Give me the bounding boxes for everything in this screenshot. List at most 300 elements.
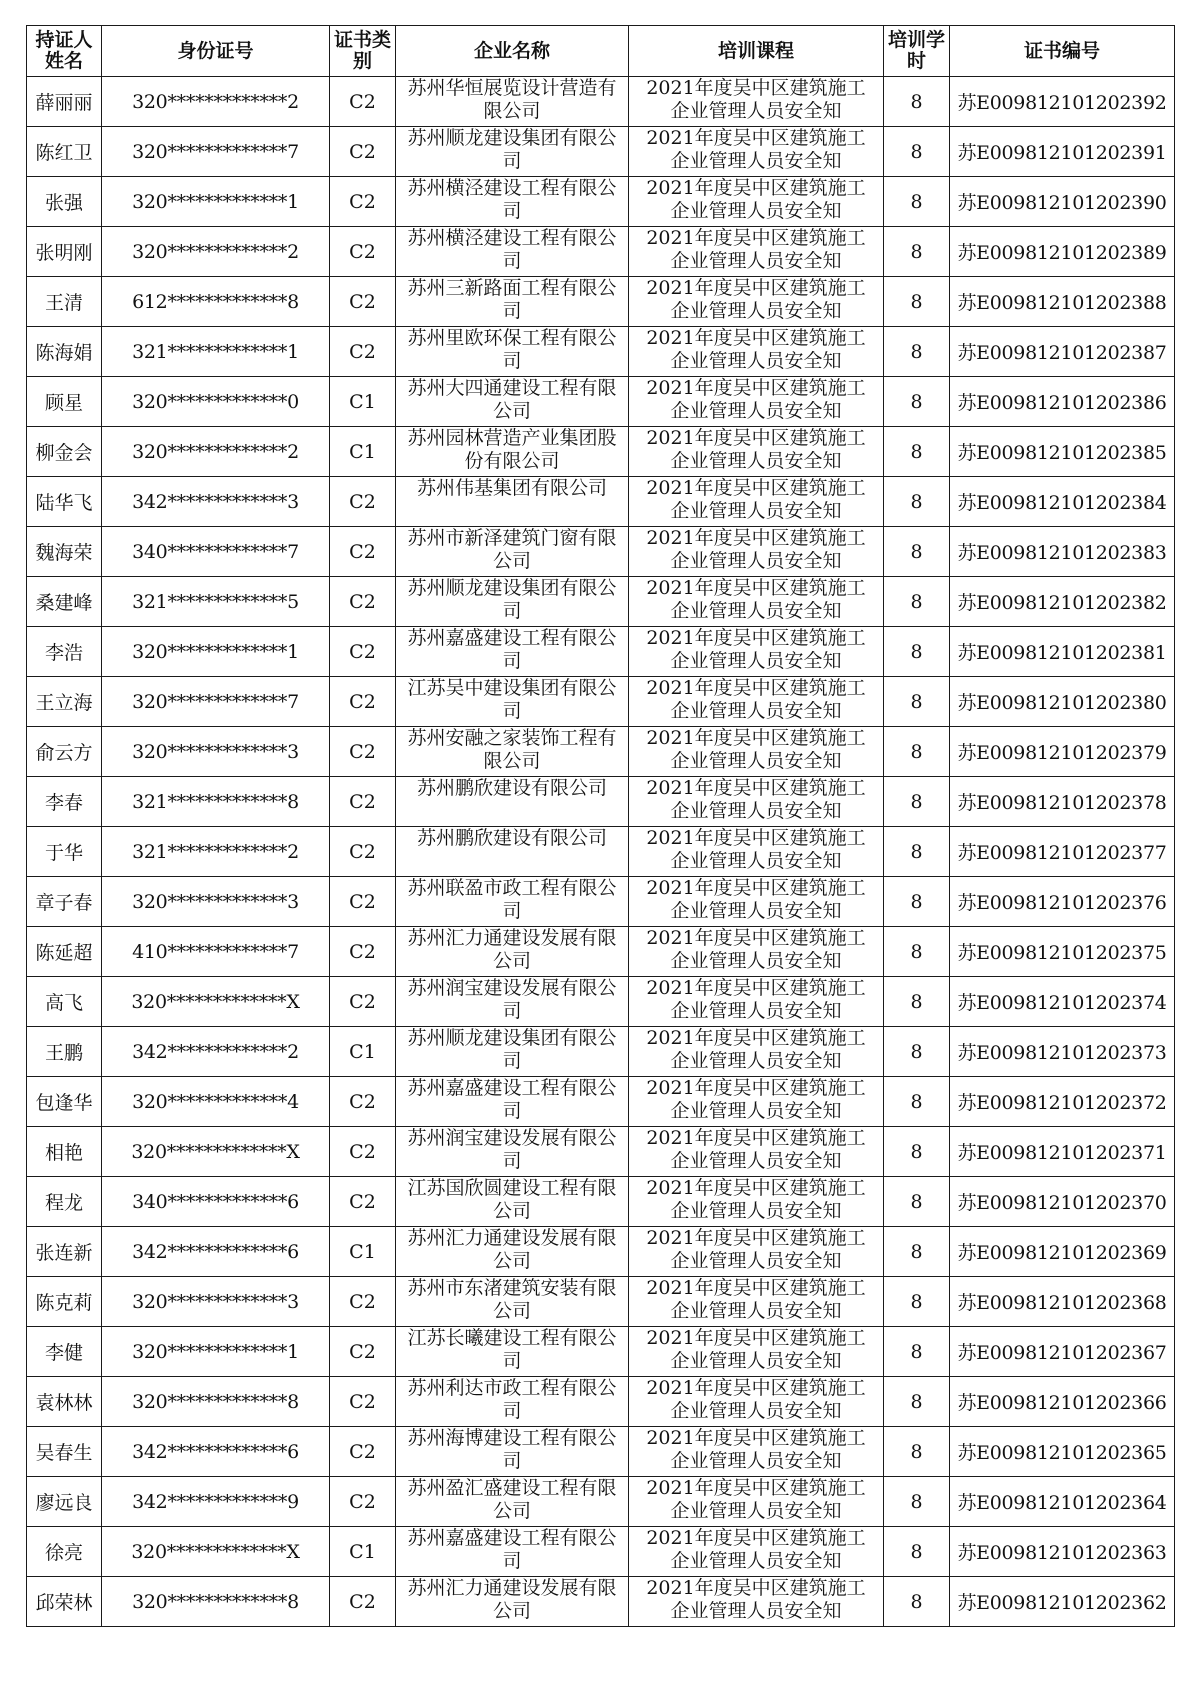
training-course-text: 2021年度吴中区建筑施工企业管理人员安全知	[646, 377, 866, 422]
company-name-cell	[396, 527, 629, 577]
training-hours-cell	[884, 1527, 950, 1577]
company-name-text: 苏州横泾建设工程有限公司	[407, 227, 617, 272]
id-number-text: 320*************2	[132, 240, 299, 263]
id-number-text: 321*************1	[132, 340, 299, 363]
table-row	[27, 827, 1175, 877]
training-hours-text: 8	[910, 190, 923, 213]
cert-type-cell	[330, 427, 396, 477]
id-number-text: 320*************2	[132, 440, 299, 463]
cert-number-cell	[950, 1027, 1175, 1077]
id-number-cell	[102, 327, 330, 377]
cert-number-text: 苏E009812101202376	[957, 892, 1167, 914]
cert-type-cell	[330, 977, 396, 1027]
cert-number-cell	[950, 377, 1175, 427]
id-number-cell	[102, 1327, 330, 1377]
header-cert-type: 证书类别	[330, 26, 396, 77]
cert-type-cell	[330, 927, 396, 977]
cert-type-text: C2	[349, 90, 376, 113]
table-row	[27, 1077, 1175, 1127]
holder-name-text: 陈克莉	[35, 1292, 93, 1314]
company-name-text: 苏州安融之家装饰工程有限公司	[407, 727, 617, 772]
training-course-text: 2021年度吴中区建筑施工企业管理人员安全知	[646, 77, 866, 122]
cert-number-text: 苏E009812101202375	[957, 942, 1167, 964]
cert-type-text: C2	[349, 240, 376, 263]
cert-type-cell	[330, 477, 396, 527]
id-number-text: 320*************3	[132, 1290, 299, 1313]
id-number-cell	[102, 827, 330, 877]
training-course-cell	[629, 827, 884, 877]
holder-name-cell	[27, 627, 102, 677]
company-name-text: 苏州鹏欣建设有限公司	[416, 827, 607, 849]
id-number-cell	[102, 1077, 330, 1127]
training-hours-cell	[884, 1477, 950, 1527]
training-course-cell	[629, 1477, 884, 1527]
holder-name-cell	[27, 1277, 102, 1327]
cert-number-text: 苏E009812101202368	[957, 1292, 1167, 1314]
cert-type-cell	[330, 177, 396, 227]
holder-name-text: 薛丽丽	[35, 92, 93, 114]
company-name-cell	[396, 1177, 629, 1227]
holder-name-text: 陆华飞	[35, 492, 93, 514]
company-name-text: 苏州利达市政工程有限公司	[407, 1377, 617, 1422]
cert-type-text: C2	[349, 840, 376, 863]
cert-type-cell	[330, 1027, 396, 1077]
training-hours-text: 8	[910, 440, 923, 463]
training-course-cell	[629, 977, 884, 1027]
cert-number-text: 苏E009812101202378	[957, 792, 1167, 814]
holder-name-text: 魏海荣	[35, 542, 93, 564]
training-course-text: 2021年度吴中区建筑施工企业管理人员安全知	[646, 1427, 866, 1472]
id-number-cell	[102, 1227, 330, 1277]
cert-number-text: 苏E009812101202362	[957, 1592, 1167, 1614]
holder-name-cell	[27, 877, 102, 927]
id-number-text: 320*************X	[131, 1540, 300, 1563]
training-hours-cell	[884, 227, 950, 277]
table-row	[27, 377, 1175, 427]
id-number-cell	[102, 1377, 330, 1427]
training-course-text: 2021年度吴中区建筑施工企业管理人员安全知	[646, 577, 866, 622]
training-course-cell	[629, 1527, 884, 1577]
header-cert-number: 证书编号	[950, 26, 1175, 77]
training-hours-cell	[884, 1027, 950, 1077]
company-name-cell	[396, 277, 629, 327]
cert-type-cell	[330, 527, 396, 577]
table-row	[27, 977, 1175, 1027]
cert-type-cell	[330, 627, 396, 677]
header-training-course: 培训课程	[629, 26, 884, 77]
id-number-text: 342*************2	[132, 1040, 299, 1063]
company-name-cell	[396, 1577, 629, 1627]
table-row	[27, 627, 1175, 677]
cert-number-text: 苏E009812101202390	[957, 192, 1167, 214]
training-hours-cell	[884, 977, 950, 1027]
training-course-cell	[629, 1227, 884, 1277]
holder-name-cell	[27, 1527, 102, 1577]
id-number-cell	[102, 1427, 330, 1477]
company-name-cell	[396, 827, 629, 877]
company-name-cell	[396, 1027, 629, 1077]
id-number-cell	[102, 477, 330, 527]
training-course-cell	[629, 677, 884, 727]
training-course-cell	[629, 77, 884, 127]
id-number-text: 342*************3	[132, 490, 299, 513]
training-course-cell	[629, 527, 884, 577]
holder-name-text: 廖远良	[35, 1492, 93, 1514]
cert-type-text: C2	[349, 190, 376, 213]
training-hours-text: 8	[910, 990, 923, 1013]
holder-name-text: 章子春	[35, 892, 93, 914]
training-hours-text: 8	[910, 1390, 923, 1413]
cert-number-text: 苏E009812101202367	[957, 1342, 1167, 1364]
training-hours-text: 8	[910, 1240, 923, 1263]
cert-number-text: 苏E009812101202385	[957, 442, 1167, 464]
holder-name-text: 俞云方	[35, 742, 93, 764]
training-course-text: 2021年度吴中区建筑施工企业管理人员安全知	[646, 677, 866, 722]
holder-name-cell	[27, 127, 102, 177]
company-name-text: 江苏长曦建设工程有限公司	[407, 1327, 617, 1372]
table-row	[27, 1527, 1175, 1577]
company-name-text: 苏州汇力通建设发展有限公司	[407, 1227, 617, 1272]
training-hours-cell	[884, 327, 950, 377]
id-number-text: 320*************X	[131, 1140, 300, 1163]
training-hours-cell	[884, 477, 950, 527]
cert-type-cell	[330, 827, 396, 877]
holder-name-text: 于华	[44, 842, 83, 864]
cert-number-text: 苏E009812101202391	[957, 142, 1167, 164]
training-hours-cell	[884, 1177, 950, 1227]
training-course-text: 2021年度吴中区建筑施工企业管理人员安全知	[646, 477, 866, 522]
cert-type-text: C2	[349, 1190, 376, 1213]
training-hours-cell	[884, 1577, 950, 1627]
company-name-text: 江苏吴中建设集团有限公司	[407, 677, 617, 722]
id-number-text: 342*************9	[132, 1490, 299, 1513]
company-name-cell	[396, 477, 629, 527]
id-number-text: 320*************3	[132, 740, 299, 763]
id-number-cell	[102, 377, 330, 427]
company-name-cell	[396, 777, 629, 827]
holder-name-cell	[27, 1327, 102, 1377]
training-course-cell	[629, 1127, 884, 1177]
id-number-text: 320*************3	[132, 890, 299, 913]
id-number-cell	[102, 727, 330, 777]
holder-name-cell	[27, 327, 102, 377]
training-course-text: 2021年度吴中区建筑施工企业管理人员安全知	[646, 177, 866, 222]
training-course-text: 2021年度吴中区建筑施工企业管理人员安全知	[646, 527, 866, 572]
training-course-cell	[629, 727, 884, 777]
cert-number-text: 苏E009812101202366	[957, 1392, 1167, 1414]
cert-type-text: C2	[349, 140, 376, 163]
training-hours-cell	[884, 777, 950, 827]
training-course-text: 2021年度吴中区建筑施工企业管理人员安全知	[646, 1277, 866, 1322]
cert-type-text: C1	[349, 390, 376, 413]
cert-number-cell	[950, 527, 1175, 577]
training-hours-cell	[884, 177, 950, 227]
cert-number-cell	[950, 677, 1175, 727]
training-hours-text: 8	[910, 590, 923, 613]
cert-type-text: C2	[349, 590, 376, 613]
company-name-text: 苏州嘉盛建设工程有限公司	[407, 627, 617, 672]
table-row	[27, 477, 1175, 527]
training-hours-text: 8	[910, 1540, 923, 1563]
company-name-text: 苏州伟基集团有限公司	[416, 477, 607, 499]
training-course-cell	[629, 1177, 884, 1227]
table-row	[27, 277, 1175, 327]
training-hours-cell	[884, 1277, 950, 1327]
training-course-cell	[629, 627, 884, 677]
id-number-cell	[102, 1127, 330, 1177]
cert-number-cell	[950, 777, 1175, 827]
id-number-cell	[102, 777, 330, 827]
training-hours-text: 8	[910, 290, 923, 313]
holder-name-cell	[27, 377, 102, 427]
cert-type-text: C2	[349, 1340, 376, 1363]
company-name-text: 苏州汇力通建设发展有限公司	[407, 1577, 617, 1622]
training-hours-text: 8	[910, 340, 923, 363]
company-name-text: 苏州润宝建设发展有限公司	[407, 977, 617, 1022]
id-number-cell	[102, 527, 330, 577]
id-number-cell	[102, 927, 330, 977]
holder-name-cell	[27, 1477, 102, 1527]
training-hours-text: 8	[910, 640, 923, 663]
cert-type-cell	[330, 77, 396, 127]
cert-number-cell	[950, 77, 1175, 127]
company-name-text: 苏州海博建设工程有限公司	[407, 1427, 617, 1472]
id-number-cell	[102, 1527, 330, 1577]
id-number-text: 320*************X	[131, 990, 300, 1013]
id-number-text: 340*************7	[132, 540, 299, 563]
cert-type-text: C2	[349, 890, 376, 913]
holder-name-text: 李春	[44, 792, 83, 814]
company-name-cell	[396, 1377, 629, 1427]
training-course-text: 2021年度吴中区建筑施工企业管理人员安全知	[646, 127, 866, 172]
training-hours-cell	[884, 527, 950, 577]
id-number-text: 410*************7	[132, 940, 299, 963]
table-row	[27, 1577, 1175, 1627]
certificate-table	[26, 25, 1175, 1627]
company-name-cell	[396, 1527, 629, 1577]
training-hours-cell	[884, 1427, 950, 1477]
training-course-text: 2021年度吴中区建筑施工企业管理人员安全知	[646, 977, 866, 1022]
table-row	[27, 527, 1175, 577]
training-hours-text: 8	[910, 890, 923, 913]
id-number-text: 342*************6	[132, 1240, 299, 1263]
holder-name-text: 袁林林	[35, 1392, 93, 1414]
table-row	[27, 77, 1175, 127]
table-row	[27, 1277, 1175, 1327]
training-hours-cell	[884, 677, 950, 727]
id-number-text: 320*************1	[132, 190, 299, 213]
holder-name-cell	[27, 77, 102, 127]
table-row	[27, 427, 1175, 477]
training-course-cell	[629, 427, 884, 477]
training-hours-cell	[884, 1327, 950, 1377]
cert-number-cell	[950, 977, 1175, 1027]
training-course-cell	[629, 477, 884, 527]
table-row	[27, 677, 1175, 727]
company-name-text: 苏州大四通建设工程有限公司	[407, 377, 617, 422]
cert-type-cell	[330, 1277, 396, 1327]
cert-number-cell	[950, 1527, 1175, 1577]
training-hours-text: 8	[910, 1590, 923, 1613]
holder-name-cell	[27, 1577, 102, 1627]
holder-name-text: 王清	[44, 292, 83, 314]
cert-number-cell	[950, 1227, 1175, 1277]
company-name-cell	[396, 927, 629, 977]
training-hours-text: 8	[910, 90, 923, 113]
training-course-cell	[629, 227, 884, 277]
training-hours-text: 8	[910, 740, 923, 763]
training-course-text: 2021年度吴中区建筑施工企业管理人员安全知	[646, 927, 866, 972]
id-number-cell	[102, 977, 330, 1027]
cert-type-text: C2	[349, 1490, 376, 1513]
id-number-text: 320*************4	[132, 1090, 299, 1113]
table-row	[27, 1027, 1175, 1077]
cert-number-cell	[950, 227, 1175, 277]
training-course-text: 2021年度吴中区建筑施工企业管理人员安全知	[646, 1327, 866, 1372]
cert-number-cell	[950, 1127, 1175, 1177]
company-name-cell	[396, 1477, 629, 1527]
cert-number-cell	[950, 277, 1175, 327]
holder-name-cell	[27, 1127, 102, 1177]
company-name-text: 苏州嘉盛建设工程有限公司	[407, 1527, 617, 1572]
id-number-text: 320*************8	[132, 1390, 299, 1413]
table-row	[27, 877, 1175, 927]
company-name-cell	[396, 727, 629, 777]
cert-number-text: 苏E009812101202392	[957, 92, 1167, 114]
company-name-cell	[396, 977, 629, 1027]
cert-number-cell	[950, 1577, 1175, 1627]
holder-name-text: 柳金会	[35, 442, 93, 464]
training-hours-cell	[884, 427, 950, 477]
holder-name-text: 王立海	[35, 692, 93, 714]
training-course-text: 2021年度吴中区建筑施工企业管理人员安全知	[646, 727, 866, 772]
holder-name-cell	[27, 277, 102, 327]
cert-type-text: C2	[349, 540, 376, 563]
holder-name-cell	[27, 1227, 102, 1277]
cert-number-text: 苏E009812101202363	[957, 1542, 1167, 1564]
id-number-cell	[102, 877, 330, 927]
id-number-cell	[102, 177, 330, 227]
cert-type-cell	[330, 1077, 396, 1127]
training-hours-cell	[884, 377, 950, 427]
cert-type-cell	[330, 1527, 396, 1577]
training-hours-text: 8	[910, 1290, 923, 1313]
training-course-text: 2021年度吴中区建筑施工企业管理人员安全知	[646, 277, 866, 322]
cert-type-text: C2	[349, 340, 376, 363]
holder-name-cell	[27, 427, 102, 477]
id-number-cell	[102, 1577, 330, 1627]
holder-name-cell	[27, 227, 102, 277]
holder-name-text: 陈海娟	[35, 342, 93, 364]
cert-number-cell	[950, 1377, 1175, 1427]
training-course-text: 2021年度吴中区建筑施工企业管理人员安全知	[646, 1527, 866, 1572]
company-name-cell	[396, 627, 629, 677]
holder-name-text: 陈延超	[35, 942, 93, 964]
holder-name-cell	[27, 1027, 102, 1077]
cert-type-text: C2	[349, 690, 376, 713]
training-hours-text: 8	[910, 240, 923, 263]
cert-number-text: 苏E009812101202388	[957, 292, 1167, 314]
training-hours-cell	[884, 877, 950, 927]
holder-name-text: 陈红卫	[35, 142, 93, 164]
cert-type-cell	[330, 1577, 396, 1627]
certificate-roster	[26, 25, 1174, 1627]
training-course-text: 2021年度吴中区建筑施工企业管理人员安全知	[646, 1227, 866, 1272]
cert-type-cell	[330, 327, 396, 377]
training-course-text: 2021年度吴中区建筑施工企业管理人员安全知	[646, 627, 866, 672]
table-row	[27, 1477, 1175, 1527]
company-name-text: 苏州润宝建设发展有限公司	[407, 1127, 617, 1172]
training-hours-cell	[884, 277, 950, 327]
company-name-cell	[396, 1327, 629, 1377]
header-company-name: 企业名称	[396, 26, 629, 77]
cert-number-text: 苏E009812101202377	[957, 842, 1167, 864]
cert-number-cell	[950, 827, 1175, 877]
training-course-text: 2021年度吴中区建筑施工企业管理人员安全知	[646, 827, 866, 872]
company-name-cell	[396, 877, 629, 927]
holder-name-cell	[27, 177, 102, 227]
training-course-cell	[629, 1377, 884, 1427]
cert-number-text: 苏E009812101202373	[957, 1042, 1167, 1064]
holder-name-cell	[27, 1427, 102, 1477]
holder-name-text: 程龙	[44, 1192, 83, 1214]
cert-type-text: C1	[349, 1040, 376, 1063]
training-course-cell	[629, 877, 884, 927]
id-number-cell	[102, 1277, 330, 1327]
training-course-cell	[629, 1077, 884, 1127]
company-name-cell	[396, 227, 629, 277]
company-name-text: 苏州里欧环保工程有限公司	[407, 327, 617, 372]
cert-type-cell	[330, 1427, 396, 1477]
id-number-text: 321*************5	[132, 590, 299, 613]
cert-number-text: 苏E009812101202384	[957, 492, 1167, 514]
company-name-text: 苏州园林营造产业集团股份有限公司	[407, 427, 617, 472]
cert-type-cell	[330, 577, 396, 627]
training-hours-cell	[884, 1077, 950, 1127]
table-row	[27, 1377, 1175, 1427]
training-course-text: 2021年度吴中区建筑施工企业管理人员安全知	[646, 1127, 866, 1172]
training-course-text: 2021年度吴中区建筑施工企业管理人员安全知	[646, 1177, 866, 1222]
training-course-cell	[629, 1277, 884, 1327]
cert-type-cell	[330, 227, 396, 277]
cert-type-text: C2	[349, 790, 376, 813]
id-number-text: 320*************7	[132, 690, 299, 713]
holder-name-text: 李浩	[44, 642, 83, 664]
training-course-text: 2021年度吴中区建筑施工企业管理人员安全知	[646, 1577, 866, 1622]
cert-type-text: C2	[349, 1290, 376, 1313]
cert-number-cell	[950, 1177, 1175, 1227]
training-hours-cell	[884, 827, 950, 877]
company-name-text: 苏州顺龙建设集团有限公司	[407, 1027, 617, 1072]
cert-type-text: C2	[349, 990, 376, 1013]
company-name-text: 苏州盈汇盛建设工程有限公司	[407, 1477, 617, 1522]
id-number-cell	[102, 1477, 330, 1527]
table-row	[27, 1427, 1175, 1477]
id-number-cell	[102, 427, 330, 477]
cert-type-cell	[330, 1477, 396, 1527]
training-course-text: 2021年度吴中区建筑施工企业管理人员安全知	[646, 327, 866, 372]
cert-number-text: 苏E009812101202374	[957, 992, 1167, 1014]
company-name-cell	[396, 127, 629, 177]
header-id-number: 身份证号	[102, 26, 330, 77]
training-course-text: 2021年度吴中区建筑施工企业管理人员安全知	[646, 1377, 866, 1422]
cert-type-cell	[330, 677, 396, 727]
training-hours-cell	[884, 127, 950, 177]
training-course-text: 2021年度吴中区建筑施工企业管理人员安全知	[646, 1027, 866, 1072]
training-course-cell	[629, 1027, 884, 1077]
cert-number-cell	[950, 1427, 1175, 1477]
id-number-cell	[102, 1027, 330, 1077]
